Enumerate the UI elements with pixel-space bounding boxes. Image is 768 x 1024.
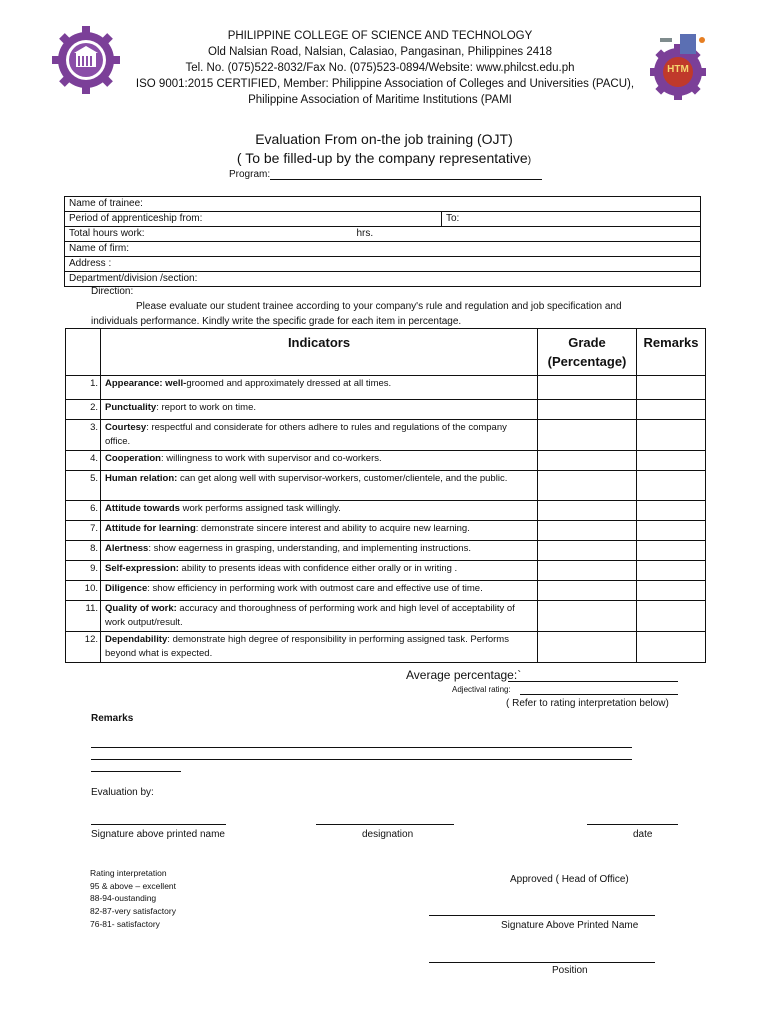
indicator-row (66, 521, 706, 541)
indicator-row (66, 400, 706, 420)
total-hours-field[interactable] (65, 227, 701, 242)
pami-membership: Philippine Association of Maritime Institutions (PAMI (248, 94, 512, 106)
form-subtitle (0, 150, 768, 166)
indicator-description: groomed and approximately dressed at all times. (186, 378, 392, 389)
date-field[interactable] (587, 824, 678, 825)
rating-item: 95 & above – excellent (90, 880, 177, 891)
remarks-cell[interactable] (637, 400, 706, 420)
remarks-line-3[interactable] (91, 771, 181, 772)
trainee-name-field[interactable]: Name of trainee: (65, 197, 701, 212)
evaluator-signature-field[interactable] (91, 824, 226, 825)
indicator-text (101, 400, 538, 420)
indicator-title: Quality of work: (105, 603, 177, 614)
indicator-title: Human relation: (105, 473, 178, 484)
indicator-row (66, 581, 706, 601)
indicator-title: Alertness (105, 543, 149, 554)
approver-signature-label: Signature Above Printed Name (501, 920, 639, 931)
average-percentage-field[interactable] (508, 681, 678, 682)
indicator-text (101, 581, 538, 601)
indicator-title: Dependability (105, 634, 168, 645)
indicator-number: 4. (66, 451, 101, 471)
total-hours-label: Total hours work: (69, 228, 145, 239)
indicator-description: ability to presents ideas with confidence either orally or in writing . (178, 563, 458, 574)
indicator-text (101, 541, 538, 561)
grade-cell[interactable] (538, 521, 637, 541)
grade-cell[interactable] (538, 471, 637, 501)
indicator-title: Appearance: well- (105, 378, 187, 389)
form-subtitle-end: ) (527, 155, 532, 166)
grade-cell[interactable] (538, 420, 637, 451)
grade-cell[interactable] (538, 561, 637, 581)
indicator-row (66, 632, 706, 663)
adjectival-rating-field[interactable] (520, 694, 678, 695)
indicator-title: Attitude for learning (105, 523, 196, 534)
grade-cell[interactable] (538, 632, 637, 663)
signature-label: Signature above printed name (91, 829, 225, 840)
college-address: Old Nalsian Road, Nalsian, Calasiao, Pangasinan, Philippines 2418 (208, 46, 552, 58)
trainee-info-table (64, 196, 701, 287)
direction-label: Direction: (91, 286, 134, 297)
indicator-number: 10. (66, 581, 101, 601)
number-header (66, 329, 101, 376)
indicator-number: 3. (66, 420, 101, 451)
evaluation-by-label: Evaluation by: (91, 787, 154, 798)
indicator-description: : show eagerness in grasping, understanding, and implementing instructions. (148, 543, 471, 554)
indicator-title: Attitude towards (105, 503, 180, 514)
grade-cell[interactable] (538, 376, 637, 400)
indicator-number: 12. (66, 632, 101, 663)
grade-header: Grade (Percentage) (538, 329, 637, 376)
evaluation-table (65, 328, 706, 663)
firm-name-field[interactable]: Name of firm: (65, 242, 701, 257)
indicator-row (66, 501, 706, 521)
indicator-text (101, 420, 538, 451)
average-percentage-label: Average percentage:` (406, 668, 522, 682)
college-contact: Tel. No. (075)522-8032/Fax No. (075)523-0894/Website: www.philcst.edu.ph (185, 62, 575, 74)
refer-note: ( Refer to rating interpretation below) (506, 698, 669, 709)
indicator-number: 1. (66, 376, 101, 400)
form-subtitle-text: ( To be filled-up by the company representative (236, 150, 528, 166)
remarks-cell[interactable] (637, 451, 706, 471)
indicator-title: Courtesy (105, 422, 147, 433)
remarks-label: Remarks (91, 713, 134, 724)
date-label: date (633, 829, 653, 840)
program-label: Program: (229, 169, 271, 180)
remarks-cell[interactable] (637, 561, 706, 581)
indicator-row (66, 541, 706, 561)
designation-field[interactable] (316, 824, 454, 825)
remarks-line-2[interactable] (91, 759, 632, 760)
indicator-text (101, 521, 538, 541)
direction-line2: individuals performance. Kindly write the specific grade for each item in percentage. (91, 316, 462, 327)
rating-item: 88-94-oustanding (90, 893, 157, 904)
form-title: Evaluation From on-the job training (OJT) (255, 131, 513, 147)
indicator-text (101, 561, 538, 581)
remarks-cell[interactable] (637, 420, 706, 451)
remarks-cell[interactable] (637, 632, 706, 663)
grade-cell[interactable] (538, 601, 637, 632)
grade-cell[interactable] (538, 581, 637, 601)
indicator-description: accuracy and thoroughness of performing work and high level of acceptability of work output/result. (105, 603, 515, 628)
rating-item: 82-87-very satisfactory (90, 906, 176, 917)
remarks-cell[interactable] (637, 601, 706, 632)
indicator-title: Cooperation (105, 453, 161, 464)
indicator-title: Punctuality (105, 402, 157, 413)
indicator-title: Diligence (105, 583, 148, 594)
remarks-line-1[interactable] (91, 747, 632, 748)
department-field[interactable]: Department/division /section: (65, 272, 701, 287)
indicator-description: : report to work on time. (156, 402, 256, 413)
indicator-number: 5. (66, 471, 101, 501)
indicator-description: : respectful and considerate for others adhere to rules and regulations of the company office. (105, 422, 507, 447)
address-field[interactable]: Address : (65, 257, 701, 272)
designation-label: designation (362, 829, 414, 840)
remarks-cell[interactable] (637, 376, 706, 400)
indicator-text (101, 601, 538, 632)
indicator-number: 2. (66, 400, 101, 420)
indicator-row (66, 420, 706, 451)
indicator-text (101, 501, 538, 521)
remarks-cell[interactable] (637, 521, 706, 541)
indicator-text (101, 376, 538, 400)
adjectival-rating-label: Adjectival rating: (452, 685, 511, 694)
remarks-header: Remarks (637, 329, 706, 376)
indicator-number: 11. (66, 601, 101, 632)
indicator-text (101, 632, 538, 663)
iso-certification: ISO 9001:2015 CERTIFIED, Member: Philippine Association of Colleges and Universities (PACU), (135, 78, 635, 90)
approved-label: Approved ( Head of Office) (510, 874, 629, 885)
indicator-description: : show efficiency in performing work with outmost care and effective use of time. (147, 583, 483, 594)
indicator-text (101, 471, 538, 501)
indicator-description: : willingness to work with supervisor and co-workers. (160, 453, 382, 464)
htm-logo-text: HTM (667, 64, 689, 75)
remarks-cell[interactable] (637, 541, 706, 561)
direction-line1: Please evaluate our student trainee according to your company's rule and regulation and job specification and (136, 301, 622, 312)
rating-item: 76-81- satisfactory (90, 918, 160, 929)
rating-interpretation (90, 867, 176, 931)
indicator-number: 9. (66, 561, 101, 581)
indicators-header: Indicators (101, 329, 538, 376)
indicator-row (66, 471, 706, 501)
indicator-number: 8. (66, 541, 101, 561)
indicator-row (66, 561, 706, 581)
indicator-text (101, 451, 538, 471)
indicator-description: : demonstrate sincere interest and ability to acquire new learning. (195, 523, 470, 534)
rating-title: Rating interpretation (90, 868, 167, 878)
indicator-row (66, 451, 706, 471)
grade-cell[interactable] (538, 501, 637, 521)
hrs-label: hrs. (356, 228, 374, 239)
grade-cell[interactable] (538, 400, 637, 420)
indicator-description: work performs assigned task willingly. (179, 503, 341, 514)
indicator-number: 6. (66, 501, 101, 521)
indicator-description: : demonstrate high degree of responsibility in performing assigned task. Performs beyond what is expected. (105, 634, 509, 659)
remarks-cell[interactable] (637, 581, 706, 601)
position-label: Position (552, 965, 588, 976)
indicator-title: Self-expression: (105, 563, 179, 574)
period-to-field[interactable]: To: (442, 212, 701, 227)
program-field[interactable] (270, 179, 542, 180)
position-field[interactable] (429, 962, 655, 963)
remarks-cell[interactable] (637, 501, 706, 521)
indicator-row (66, 601, 706, 632)
period-from-field[interactable]: Period of apprenticeship from: (65, 212, 442, 227)
indicator-number: 7. (66, 521, 101, 541)
remarks-cell[interactable] (637, 471, 706, 501)
indicator-row (66, 376, 706, 400)
approver-signature-field[interactable] (429, 915, 655, 916)
grade-cell[interactable] (538, 541, 637, 561)
college-name: PHILIPPINE COLLEGE OF SCIENCE AND TECHNOLOGY (227, 30, 533, 42)
grade-cell[interactable] (538, 451, 637, 471)
indicator-description: can get along well with supervisor-workers, customer/clientele, and the public. (177, 473, 508, 484)
